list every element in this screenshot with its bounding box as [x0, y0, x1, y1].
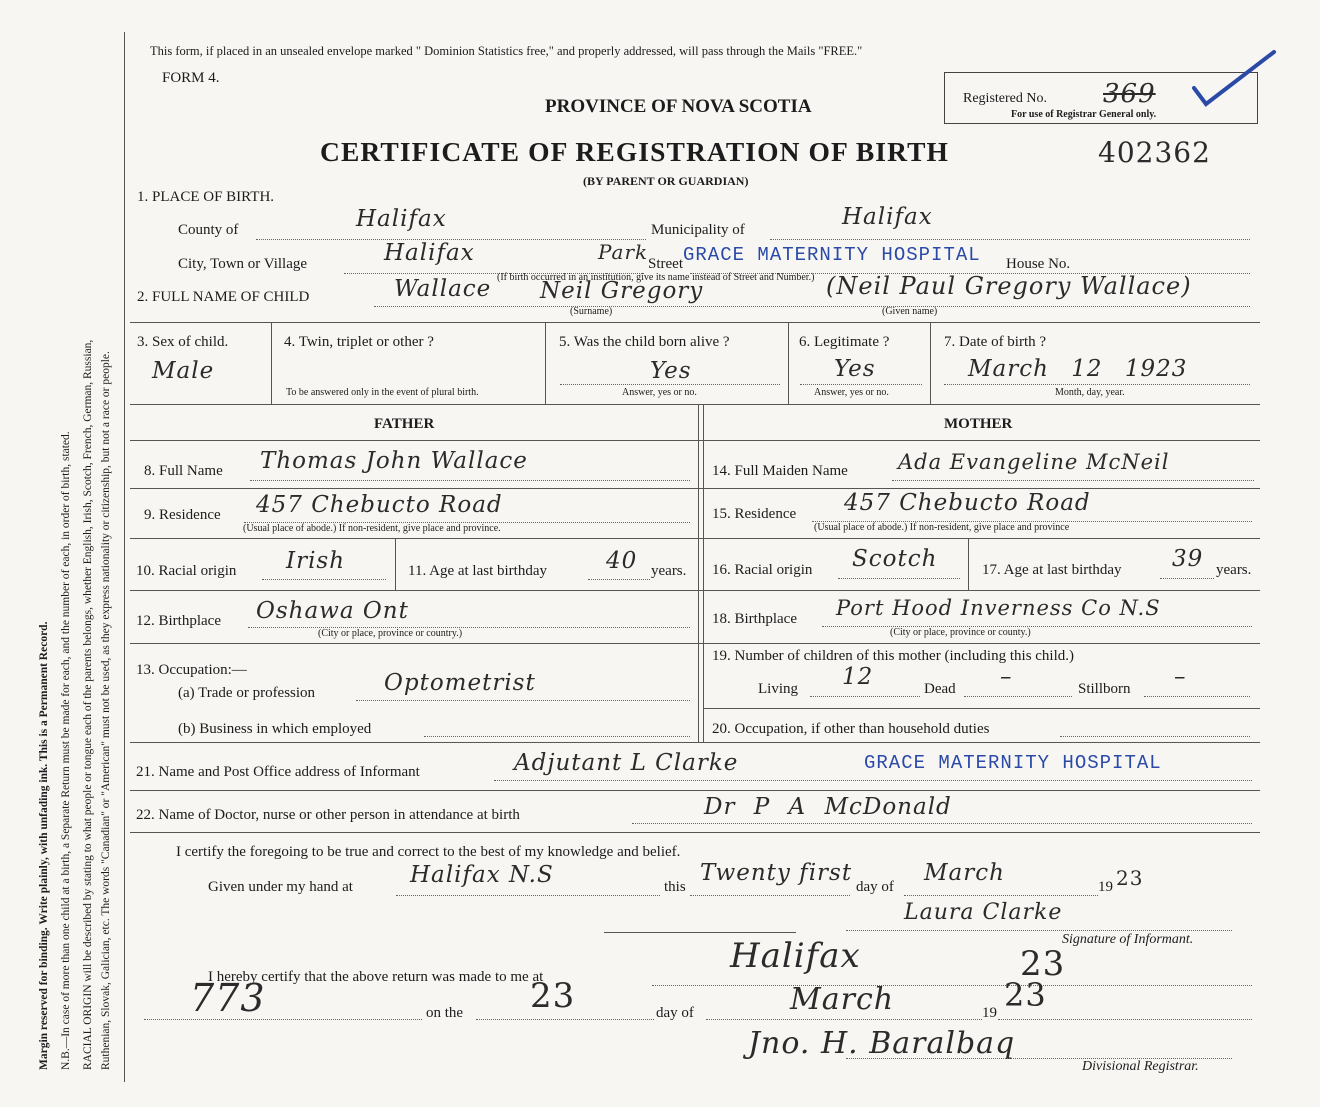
mother-birthplace-note: (City or place, province or county.) [890, 627, 1031, 638]
child-name-label: 2. FULL NAME OF CHILD [137, 289, 310, 305]
father-residence-note: (Usual place of abode.) If non-resident, give place and province. [243, 523, 501, 534]
father-age-line [588, 579, 650, 580]
dob-note: Month, day, year. [1055, 387, 1125, 398]
mother-name-label: 14. Full Maiden Name [712, 463, 848, 479]
registration-month: March [790, 982, 895, 1017]
mother-years: years. [1216, 562, 1252, 578]
mother-age-label: 17. Age at last birthday [982, 562, 1122, 578]
father-racial: Irish [286, 548, 346, 574]
mother-racial-line [838, 578, 960, 579]
registration-number: 773 [190, 976, 266, 1020]
street-label: Street [648, 256, 683, 272]
father-trade-label: (a) Trade or profession [178, 685, 316, 701]
doctor-line [632, 823, 1252, 824]
box-divider-1 [271, 322, 272, 404]
given-label: Given under my hand at [208, 879, 353, 895]
mother-residence: 457 Chebucto Road [844, 490, 1091, 516]
rule-row-12 [130, 643, 1260, 644]
margin-note-binding: Margin reserved for binding. Write plainly, with unfading ink. This is a Permanent Record. [38, 621, 50, 1070]
certify-statement: I certify the foregoing to be true and correct to the best of my knowledge and belief. [176, 844, 681, 860]
father-business-line [424, 736, 690, 737]
children-count-label: 19. Number of children of this mother (including this child.) [712, 648, 1075, 664]
mother-occupation-line [1060, 736, 1250, 737]
province-title: PROVINCE OF NOVA SCOTIA [545, 96, 812, 117]
registrar-caption: Divisional Registrar. [1082, 1059, 1199, 1074]
month-line [904, 895, 1098, 896]
sex-label: 3. Sex of child. [137, 334, 229, 350]
parents-divider [698, 404, 699, 742]
box-divider-4 [930, 322, 931, 404]
form-number: FORM 4. [162, 70, 220, 86]
mother-racial: Scotch [852, 546, 938, 572]
father-residence-label: 9. Residence [144, 507, 221, 523]
box-divider-2 [545, 322, 546, 404]
father-birthplace: Oshawa Ont [256, 598, 409, 624]
certificate-number: 402362 [1098, 136, 1211, 169]
mother-birthplace-label: 18. Birthplace [712, 611, 797, 627]
child-name-line [374, 306, 1250, 307]
rule-row-21 [130, 790, 1260, 791]
dead-label: Dead [924, 681, 956, 697]
legit-line [800, 384, 922, 385]
doctor-name: Dr P A McDonald [704, 794, 952, 820]
checkmark-icon [1190, 48, 1280, 110]
father-racial-label: 10. Racial origin [136, 563, 237, 579]
father-occupation-label: 13. Occupation:— [136, 662, 247, 678]
signature-line [846, 930, 1232, 931]
rule-row-9 [130, 538, 1260, 539]
reg-number-line [144, 1019, 422, 1020]
father-age-divider [395, 538, 396, 590]
father-years: years. [651, 563, 687, 579]
given-month: March [924, 860, 1005, 886]
legitimate-value: Yes [834, 356, 876, 382]
father-racial-line [262, 579, 386, 580]
reg-month-line [706, 1019, 982, 1020]
registrar-certify: I hereby certify that the above return was made to me at [208, 969, 544, 985]
surname-caption: (Surname) [570, 306, 613, 317]
dob-value: March 12 1923 [968, 356, 1188, 382]
sex-value: Male [152, 358, 215, 384]
informant-line [494, 780, 1252, 781]
mother-residence-label: 15. Residence [712, 506, 797, 522]
place-of-birth-heading: 1. PLACE OF BIRTH. [137, 189, 275, 205]
city-note: Park [598, 240, 649, 264]
municipality-value: Halifax [842, 204, 933, 230]
informant-stamp: GRACE MATERNITY HOSPITAL [864, 752, 1162, 774]
twin-note: To be answered only in the event of plural birth. [286, 387, 479, 398]
reg-day-of-label: day of [656, 1005, 694, 1021]
doctor-label: 22. Name of Doctor, nurse or other person in attendance at birth [136, 807, 520, 823]
mail-notice: This form, if placed in an unsealed envelope marked " Dominion Statistics free," and properly addressed, will pass through the Mails "FREE." [150, 44, 863, 58]
father-residence: 457 Chebucto Road [256, 492, 503, 518]
municipality-line [770, 239, 1250, 240]
father-heading: FATHER [374, 416, 435, 432]
registered-label: Registered No. [963, 91, 1047, 106]
child-full-name: (Neil Paul Gregory Wallace) [826, 272, 1192, 300]
rule-row-22 [130, 832, 1260, 833]
this-day: Twenty first [700, 860, 853, 886]
mother-name: Ada Evangeline McNeil [898, 450, 1170, 474]
alive-value: Yes [650, 358, 692, 384]
institution-note: (If birth occurred in an institution, give its name instead of Street and Number.) [497, 272, 815, 283]
mother-age-line [1160, 578, 1214, 579]
registrar-year-top: 23 [1020, 944, 1066, 984]
mother-name-line [892, 480, 1254, 481]
dead-line [964, 696, 1072, 697]
stillborn-value: – [1174, 664, 1187, 690]
informant-label: 21. Name and Post Office address of Informant [136, 764, 420, 780]
this-day-line [690, 895, 850, 896]
registrar-signature: Jno. H. Baralbaq [748, 1026, 1016, 1061]
separator-line [604, 932, 796, 933]
reg-year-prefix: 19 [982, 1005, 997, 1021]
father-birthplace-label: 12. Birthplace [136, 613, 221, 629]
legitimate-label: 6. Legitimate ? [799, 334, 890, 350]
street-stamp: GRACE MATERNITY HOSPITAL [683, 244, 981, 266]
mother-birthplace-line [822, 626, 1252, 627]
rule-row-8 [130, 488, 1260, 489]
municipality-label: Municipality of [651, 222, 745, 238]
mother-residence-note: (Usual place of abode.) If non-resident, give place and province [814, 522, 1070, 533]
margin-note-racial-origin-1: RACIAL ORIGIN will be described by stating to what people or tongue each of the parents belongs, whether English, Irish, Scotch, French, German, Russian, [82, 339, 94, 1070]
city-value: Halifax [384, 240, 475, 266]
dob-label: 7. Date of birth ? [944, 334, 1047, 350]
living-value: 12 [842, 664, 874, 690]
mother-heading: MOTHER [944, 416, 1013, 432]
rule-row-10 [130, 590, 1260, 591]
alive-label: 5. Was the child born alive ? [559, 334, 730, 350]
signature-caption: Signature of Informant. [1062, 932, 1194, 947]
alive-line [560, 384, 780, 385]
registrar-place: Halifax [730, 936, 861, 976]
father-trade-line [356, 700, 690, 701]
given-caption: (Given name) [882, 306, 938, 317]
certificate-subtitle: (BY PARENT OR GUARDIAN) [583, 174, 749, 188]
father-name: Thomas John Wallace [260, 448, 528, 474]
alive-note: Answer, yes or no. [622, 387, 697, 398]
mother-age-divider [968, 538, 969, 590]
box-divider-3 [788, 322, 789, 404]
reg-day-line [476, 1019, 654, 1020]
reg-year-line [998, 1019, 1252, 1020]
day-of-label: day of [856, 879, 894, 895]
parents-divider-2 [703, 404, 704, 742]
this-label: this [664, 879, 686, 895]
father-business-label: (b) Business in which employed [178, 721, 372, 737]
father-birthplace-line [248, 627, 690, 628]
certificate-title: CERTIFICATE OF REGISTRATION OF BIRTH [320, 136, 950, 167]
stillborn-line [1144, 696, 1250, 697]
living-label: Living [758, 681, 798, 697]
mother-age: 39 [1172, 546, 1204, 572]
given-year: 23 [1116, 866, 1144, 890]
county-value: Halifax [356, 206, 447, 232]
twin-label: 4. Twin, triplet or other ? [284, 334, 434, 350]
child-given-name: Neil Gregory [540, 278, 704, 304]
rule-parents-top [130, 404, 1260, 405]
rule-mother-19 [703, 708, 1260, 709]
registrar-note: For use of Registrar General only. [1011, 109, 1157, 120]
dob-line [944, 384, 1250, 385]
father-age: 40 [606, 548, 638, 574]
mother-racial-label: 16. Racial origin [712, 562, 813, 578]
father-trade: Optometrist [384, 670, 536, 696]
margin-rule [124, 32, 125, 1082]
father-name-line [250, 480, 690, 481]
city-label: City, Town or Village [178, 256, 308, 272]
year-prefix: 19 [1098, 879, 1113, 895]
registrar-place-line [652, 985, 1252, 986]
on-the-label: on the [426, 1005, 464, 1021]
child-surname: Wallace [394, 276, 492, 302]
dead-value: – [1000, 664, 1013, 690]
stillborn-label: Stillborn [1078, 681, 1131, 697]
father-age-label: 11. Age at last birthday [408, 563, 547, 579]
rule-parents-bottom [130, 742, 1260, 743]
informant-signature: Laura Clarke [904, 900, 1063, 925]
mother-occupation-label: 20. Occupation, if other than household duties [712, 721, 990, 737]
house-label: House No. [1006, 256, 1071, 272]
given-place-line [396, 895, 660, 896]
registered-number: 369 [1103, 79, 1156, 109]
registration-year: 23 [1004, 976, 1047, 1014]
county-label: County of [178, 222, 239, 238]
informant-name: Adjutant L Clarke [514, 750, 739, 776]
father-birthplace-note: (City or place, province or country.) [318, 628, 463, 639]
living-line [810, 696, 920, 697]
father-name-label: 8. Full Name [144, 463, 223, 479]
mother-birthplace: Port Hood Inverness Co N.S [836, 596, 1161, 620]
registration-day: 23 [530, 976, 576, 1016]
margin-note-plural-births: N.B.—In case of more than one child at a birth, a Separate Return must be made for each, and the number of each, in order of birth, stated. [60, 431, 72, 1070]
margin-note-racial-origin-2: Ruthenian, Slovak, Galician, etc. The words "Canadian" or "American" must not be used, as they express nationality or citizenship, but not a race or people. [100, 351, 112, 1070]
rule-top-boxes [130, 322, 1260, 323]
legitimate-note: Answer, yes or no. [814, 387, 889, 398]
rule-headings [130, 440, 1260, 441]
given-place: Halifax N.S [410, 862, 554, 888]
